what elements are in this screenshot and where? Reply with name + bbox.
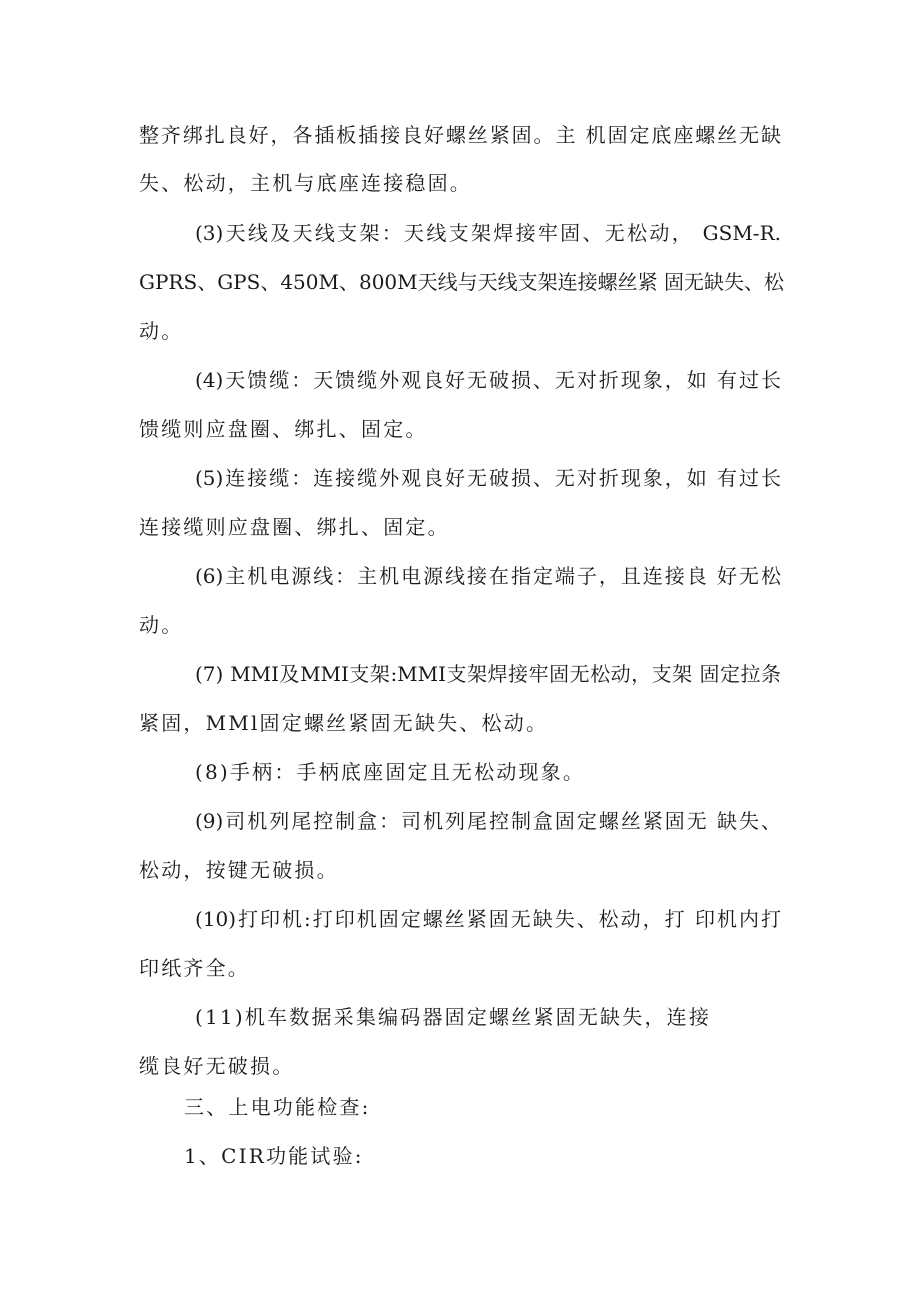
- text-line: GPRS、GPS、450M、800M天线与天线支架连接螺丝紧 固无缺失、松: [139, 270, 784, 294]
- text-line: (9)司机列尾控制盒：司机列尾控制盒固定螺丝紧固无 缺失、: [195, 809, 781, 833]
- text-line: 失、松动，主机与底座连接稳固。: [139, 171, 472, 195]
- text-line: (11)机车数据采集编码器固定螺丝紧固无缺失，连接: [195, 1005, 712, 1029]
- text-line: (10)打印机:打印机固定螺丝紧固无缺失、松动，打 印机内打: [195, 907, 781, 931]
- text-line: 紧固，MMl固定螺丝紧固无缺失、松动。: [139, 711, 549, 735]
- text-line: 整齐绑扎良好，各插板插接良好螺丝紧固。主 机固定底座螺丝无缺: [139, 123, 781, 147]
- text-line: 松动，按键无破损。: [139, 858, 339, 882]
- text-line: 馈缆则应盘圈、绑扎、固定。: [139, 417, 428, 441]
- text-line: (4)天馈缆：天馈缆外观良好无破损、无对折现象，如 有过长: [195, 368, 781, 392]
- text-line: 缆良好无破损。: [139, 1054, 295, 1078]
- text-line: 连接缆则应盘圈、绑扎、固定。: [139, 515, 450, 539]
- text-line: (8)手柄：手柄底座固定且无松动现象。: [195, 760, 586, 784]
- text-line: 印纸齐全。: [139, 956, 250, 980]
- text-line: 动。: [139, 613, 184, 637]
- text-line: (6)主机电源线：主机电源线接在指定端子，且连接良 好无松: [195, 564, 781, 588]
- text-line: (5)连接缆：连接缆外观良好无破损、无对折现象，如 有过长: [195, 466, 781, 490]
- text-line: (7) MMI及MMI支架:MMI支架焊接牢固无松动，支架 固定拉条: [195, 662, 781, 686]
- section-heading: 三、上电功能检查:: [184, 1095, 371, 1119]
- text-line: 动。: [139, 319, 184, 343]
- text-line: (3)天线及天线支架：天线支架焊接牢固、无松动， GSM-R.: [195, 221, 781, 245]
- subsection-heading: 1、CIR功能试验:: [184, 1144, 364, 1168]
